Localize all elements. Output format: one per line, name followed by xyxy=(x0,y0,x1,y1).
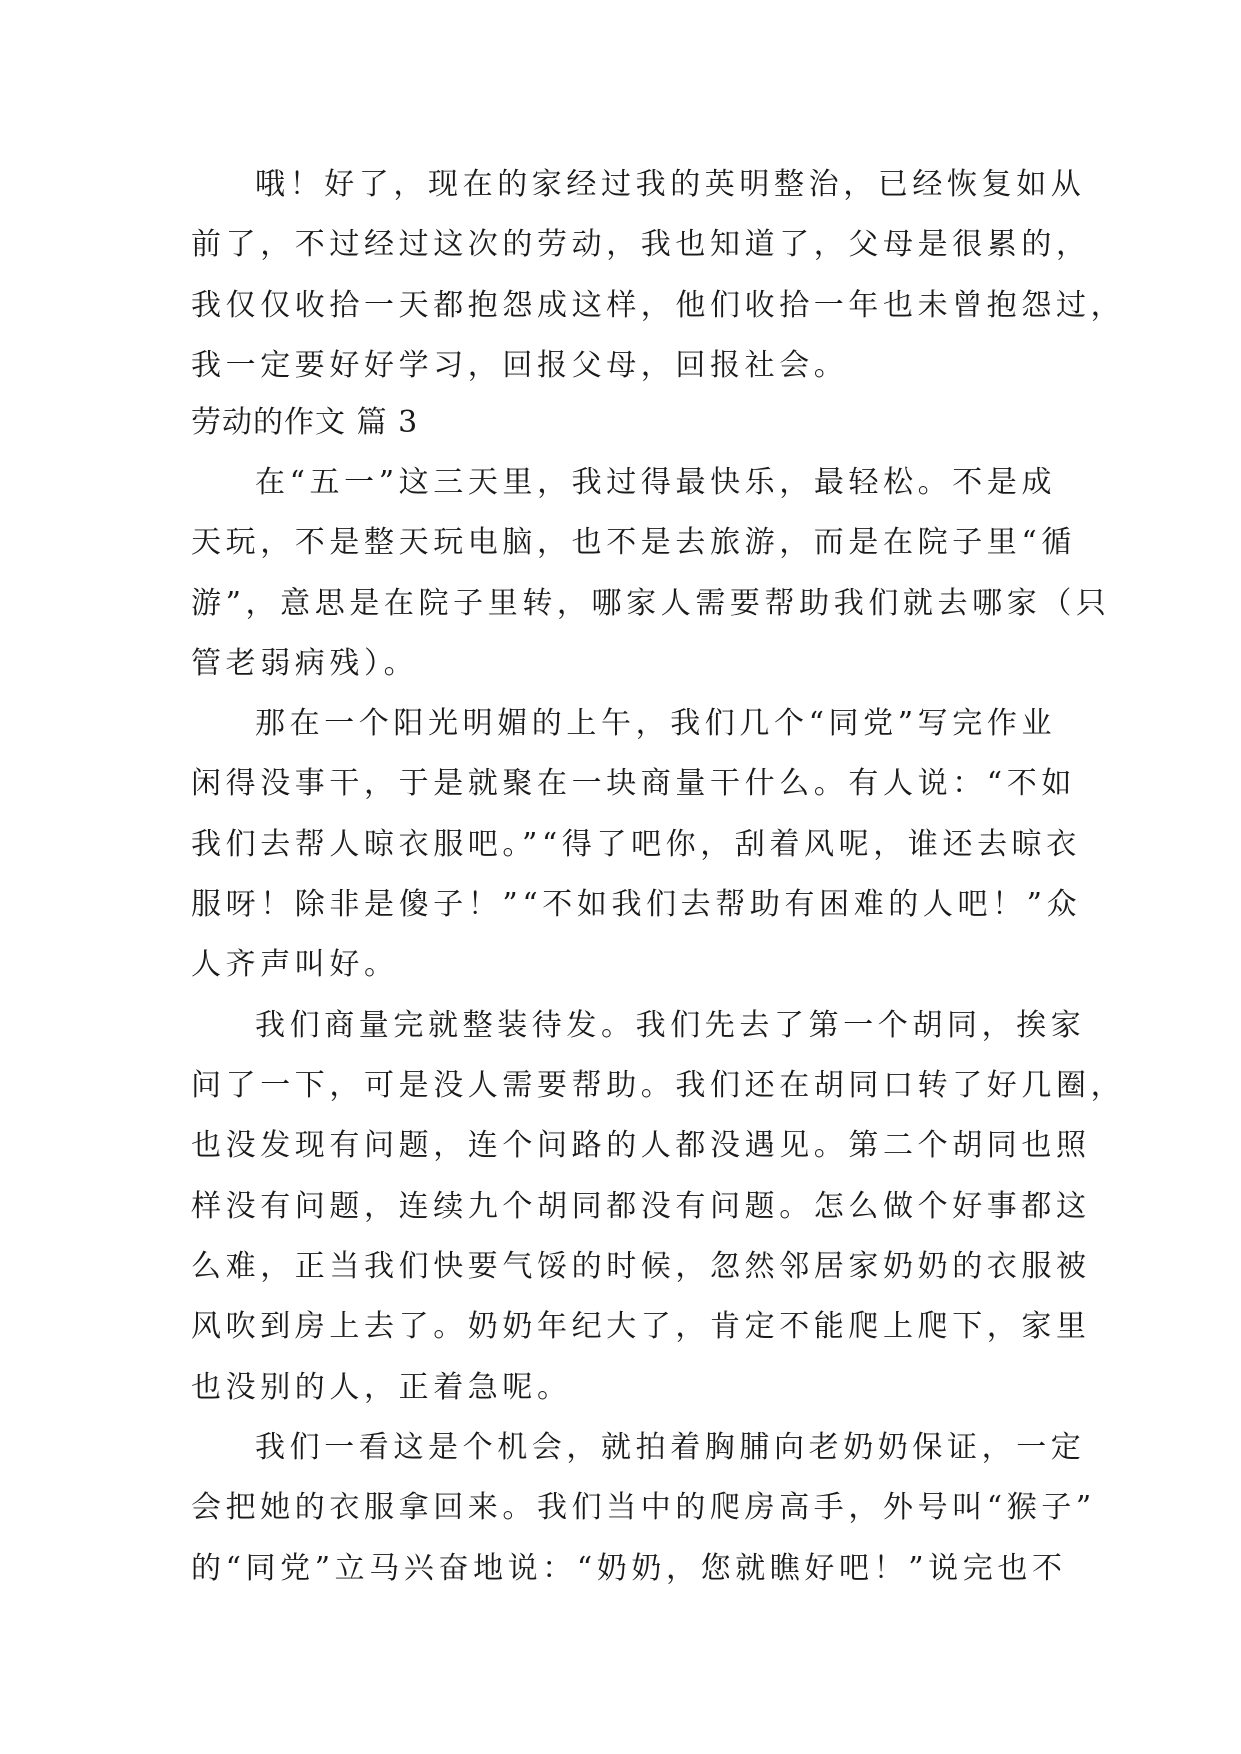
paragraph-line: 闲得没事干，于是就聚在一块商量干什么。有人说：“不如 xyxy=(191,766,1076,801)
paragraph-line: 的“同党”立马兴奋地说：“奶奶，您就瞧好吧！”说完也不 xyxy=(191,1551,1067,1586)
paragraph-line: 我们去帮人晾衣服吧。”“得了吧你，刮着风呢，谁还去晾衣 xyxy=(191,827,1081,862)
paragraph-line: 样没有问题，连续九个胡同都没有问题。怎么做个好事都这 xyxy=(191,1189,1091,1224)
paragraph-line: 天玩，不是整天玩电脑，也不是去旅游，而是在院子里“循 xyxy=(191,525,1076,560)
paragraph-line: 么难，正当我们快要气馁的时候，忽然邻居家奶奶的衣服被 xyxy=(191,1249,1091,1284)
paragraph-line: 服呀！除非是傻子！”“不如我们去帮助有困难的人吧！”众 xyxy=(191,887,1082,922)
paragraph-line: 那在一个阳光明媚的上午，我们几个“同党”写完作业 xyxy=(255,706,1057,741)
paragraph-line: 管老弱病残）。 xyxy=(191,646,419,681)
paragraph-line: 会把她的衣服拿回来。我们当中的爬房高手，外号叫“猴子” xyxy=(191,1490,1096,1525)
paragraph-line: 哦！好了，现在的家经过我的英明整治，已经恢复如从 xyxy=(255,167,1086,202)
paragraph-line: 在“五一”这三天里，我过得最快乐，最轻松。不是成 xyxy=(255,465,1057,500)
paragraph-line: 我一定要好好学习，回报父母，回报社会。 xyxy=(191,348,849,383)
paragraph-line: 游”，意思是在院子里转，哪家人需要帮助我们就去哪家（只 xyxy=(191,586,1111,621)
paragraph-line: 前了，不过经过这次的劳动，我也知道了，父母是很累的， xyxy=(191,227,1091,262)
paragraph-line: 人齐声叫好。 xyxy=(191,947,399,982)
section-heading: 劳动的作文 篇 3 xyxy=(191,405,419,440)
paragraph-line: 也没发现有问题，连个问路的人都没遇见。第二个胡同也照 xyxy=(191,1128,1091,1163)
paragraph-line: 问了一下，可是没人需要帮助。我们还在胡同口转了好几圈， xyxy=(191,1068,1126,1103)
paragraph-line: 也没别的人，正着急呢。 xyxy=(191,1370,572,1405)
paragraph-line: 风吹到房上去了。奶奶年纪大了，肯定不能爬上爬下，家里 xyxy=(191,1309,1091,1344)
paragraph-line: 我们一看这是个机会，就拍着胸脯向老奶奶保证，一定 xyxy=(255,1430,1086,1465)
paragraph-line: 我们商量完就整装待发。我们先去了第一个胡同，挨家 xyxy=(255,1008,1086,1043)
paragraph-line: 我仅仅收拾一天都抱怨成这样，他们收拾一年也未曾抱怨过， xyxy=(191,288,1126,323)
